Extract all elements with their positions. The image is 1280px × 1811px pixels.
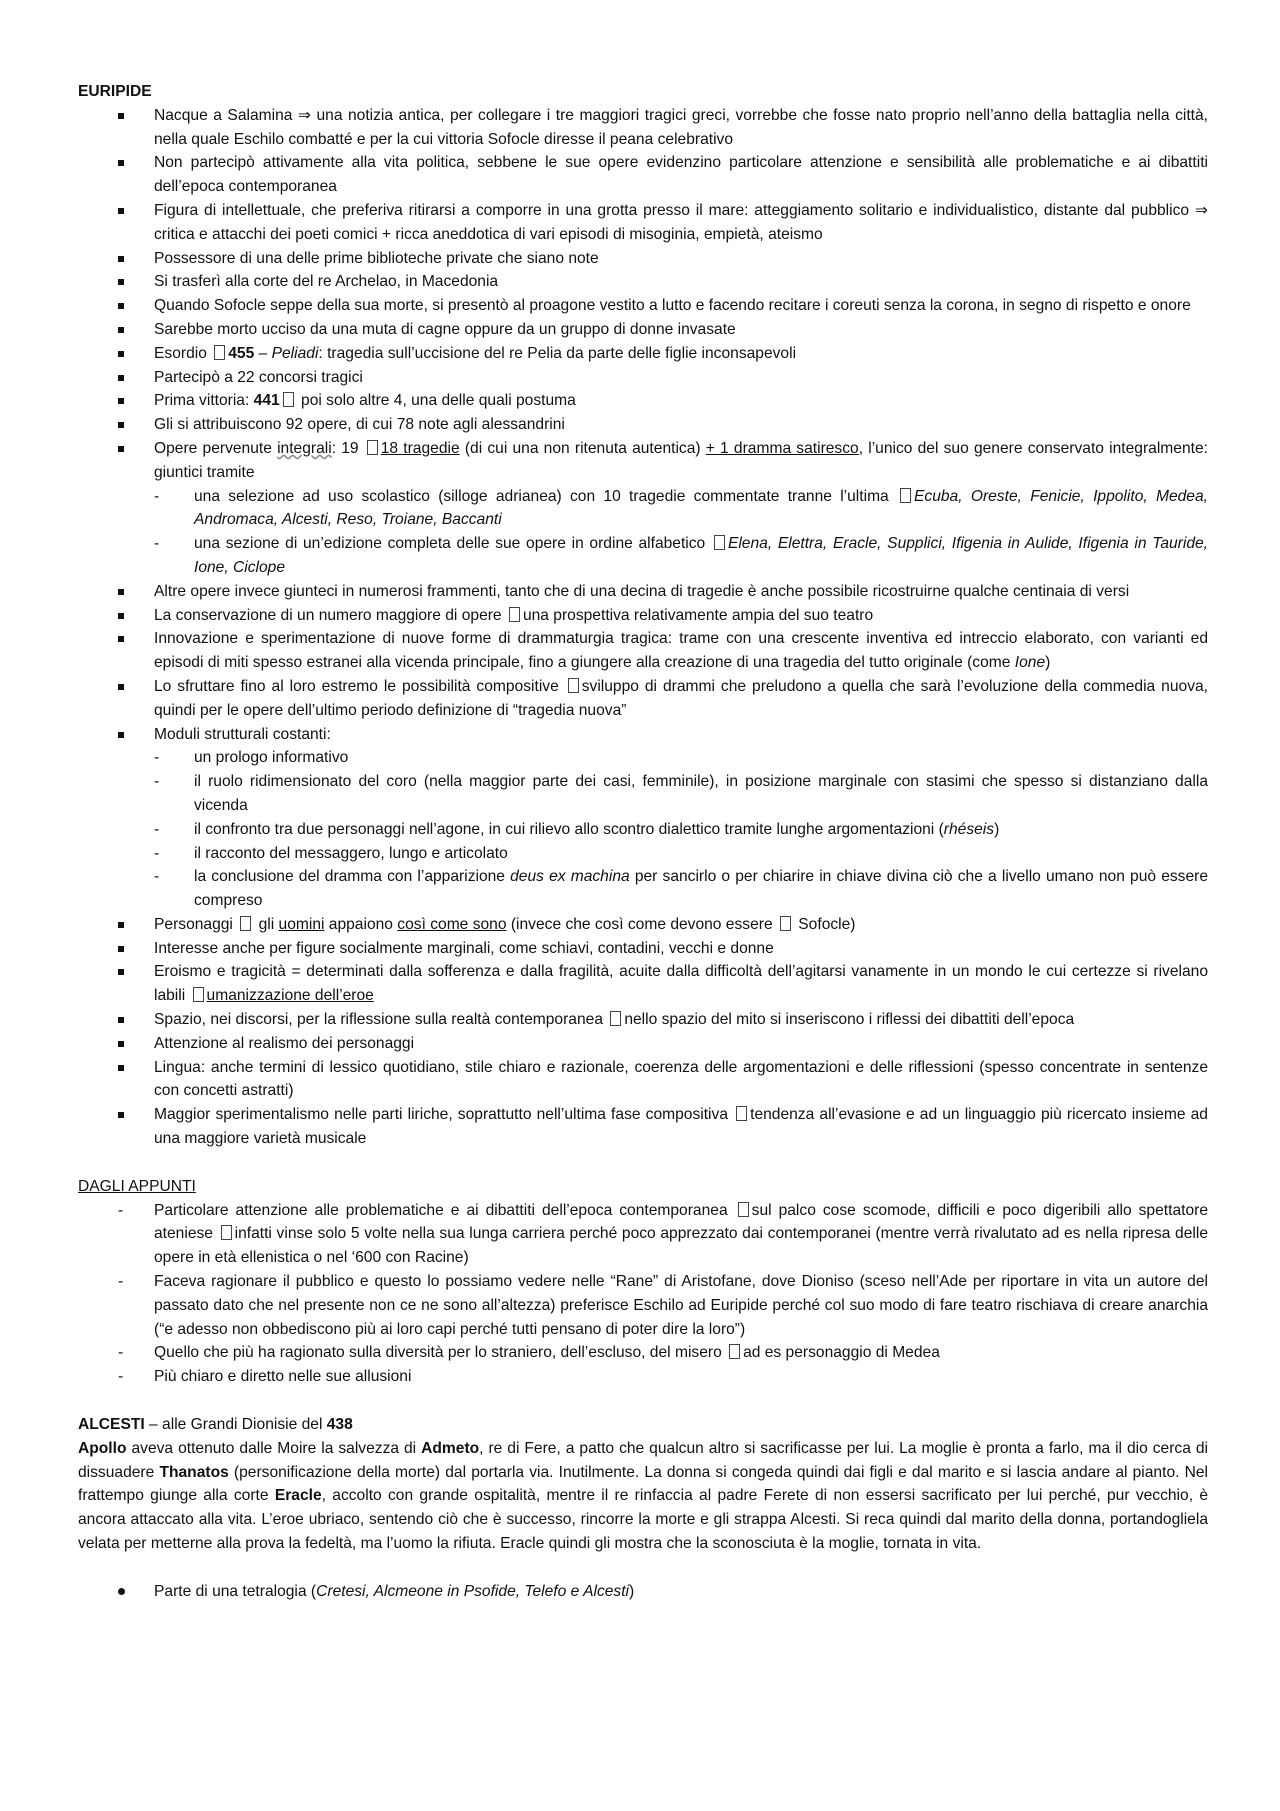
alcesti-summary: Apollo aveva ottenuto dalle Moire la salvezza di Admeto, re di Fere, a patto che qualcun altro si sacrificasse per lui. La moglie è pronta a farlo, ma il dio cerca di dissuadere Thanatos (personificazione della morte) dal portarla via. Inutilmente. La donna si congeda quindi dai figli e dal marito e si lascia andare al pianto. Nel frattempo giunge alla corte Eracle, accolto con grande ospitalità, mentre il re rinfaccia al padre Ferete di non essersi sacrificato per lui perché, pur vecchio, è ancora attaccato alla vita. L’eroe ubriaco, sentendo ciò che è successo, rincorre la morte e gli strappa Alcesti. Si reca quindi dal marito della donna, portandogliela velata per metterne alla prova la fedeltà, ma l’uomo la rifiuta. Eracle quindi gli mostra che la sconosciuta è la moglie, tornata in vita. — [78, 1439, 1209, 1553]
list-item: Moduli strutturali costanti: - un prologo informativo - il ruolo ridimensionato del coro (nella maggior parte dei casi, femminile), in posizione marginale con stasimi che spesso si distanziano dalla vicenda - il confronto tra due personaggi nell’agone, in cui rilievo allo scontro dialettico tramite lunghe argomentazioni (rhéseis) - il racconto del messaggero, lungo e articolato - la conclusione del dramma con l’apparizione deus ex machina per sancirlo o per chiarire in chiave divina ciò che a livello umano non può essere compreso — [78, 723, 1208, 913]
list-item: Parte di una tetralogia (Cretesi, Alcmeone in Psofide, Telefo e Alcesti) — [78, 1580, 1208, 1604]
section-title-appunti: DAGLI APPUNTI — [78, 1177, 196, 1195]
arrow-icon — [736, 1106, 747, 1121]
arrow-icon — [900, 488, 911, 503]
list-item: Gli si attribuiscono 92 opere, di cui 78 note agli alessandrini — [78, 413, 1208, 437]
list-item — [78, 318, 1208, 342]
list-item: Lo sfruttare fino al loro estremo le possibilità compositive sviluppo di drammi che preludono a quella che sarà l’evoluzione della commedia nuova, quindi per le opere dell’ultimo periodo definizione di “tragedia nuova” — [78, 675, 1208, 723]
list-item: Partecipò a 22 concorsi tragici — [78, 366, 1208, 390]
list-item: - la conclusione del dramma con l’apparizione deus ex machina per sancirlo o per chiarire in chiave divina ciò che a livello umano non può essere compreso — [154, 865, 1208, 913]
list-item — [78, 270, 1208, 294]
bullet-text: Quando Sofocle seppe della sua morte, si presentò al proagone vestito a lutto e facendo recitare i coreuti senza la corona, in segno di rispetto e onore — [154, 297, 1191, 315]
list-item: - un prologo informativo — [154, 746, 1208, 770]
list-item: - il racconto del messaggero, lungo e articolato — [154, 842, 1208, 866]
list-item: - una sezione di un’edizione completa delle sue opere in ordine alfabetico Elena, Elettra, Eracle, Supplici, Ifigenia in Aulide, Ifigenia in Tauride, Ione, Ciclope — [154, 532, 1208, 580]
list-item — [78, 104, 1208, 152]
list-item: Maggior sperimentalismo nelle parti liriche, soprattutto nell’ultima fase compositiva tendenza all’evasione e ad un linguaggio più ricercato insieme ad una maggiore varietà musicale — [78, 1103, 1208, 1151]
arrow-icon — [568, 678, 579, 693]
list-item: Personaggi gli uomini appaiono così come sono (invece che così come devono essere Sofocle) — [78, 913, 1208, 937]
list-item: - il confronto tra due personaggi nell’agone, in cui rilievo allo scontro dialettico tramite lunghe argomentazioni (rhéseis) — [154, 818, 1208, 842]
arrow-icon — [714, 535, 725, 550]
list-item: Lingua: anche termini di lessico quotidiano, stile chiaro e razionale, coerenza delle argomentazioni e delle riflessioni (spesso concentrate in sentenze con concetti astratti) — [78, 1056, 1208, 1104]
appunti-list — [78, 1199, 1208, 1389]
list-item: - il ruolo ridimensionato del coro (nella maggior parte dei casi, femminile), in posizione marginale con stasimi che spesso si distanziano dalla vicenda — [154, 770, 1208, 818]
arrow-icon — [240, 916, 251, 931]
list-item: Attenzione al realismo dei personaggi — [78, 1032, 1208, 1056]
euripide-bullet-list — [78, 104, 1208, 1151]
list-item: - Particolare attenzione alle problematiche e ai dibattiti dell’epoca contemporanea sul palco cose scomode, difficili e poco digeribili allo spettatore ateniese infatti vinse solo 5 volte nella sua lunga carriera perché poco apprezzato dai contemporanei (mentre verrà rivalutato ad es nella ripresa delle opere in età ellenistica o nel ‘600 con Racine) — [78, 1199, 1208, 1270]
arrow-icon — [193, 987, 204, 1002]
bullet-text: Non partecipò attivamente alla vita politica, sebbene le sue opere evidenzino particolare attenzione e sensibilità alle problematiche e ai dibattiti dell’epoca contemporanea — [154, 154, 1208, 196]
bullet-text: Nacque a Salamina ⇒ una notizia antica, per collegare i tre maggiori tragici greci, vorrebbe che fosse nato proprio nell’anno della battaglia nella città, nella quale Eschilo combatté e per la cui vittoria Sofocle diresse il peana celebrativo — [154, 106, 1208, 148]
list-item — [78, 199, 1208, 247]
list-item: Prima vittoria: 441 poi solo altre 4, una delle quali postuma — [78, 389, 1208, 413]
arrow-icon — [221, 1225, 232, 1240]
arrow-icon — [214, 345, 225, 360]
section-title-euripide: EURIPIDE — [78, 83, 152, 100]
alcesti-list — [78, 1580, 1208, 1604]
sub-list — [154, 485, 1208, 580]
arrow-icon — [610, 1011, 621, 1026]
list-item: Spazio, nei discorsi, per la riflessione sulla realtà contemporanea nello spazio del mito si inseriscono i riflessi dei dibattiti dell’epoca — [78, 1008, 1208, 1032]
arrow-icon — [780, 916, 791, 931]
list-item — [78, 151, 1208, 199]
list-item: Opere pervenute integrali: 19 18 tragedie (di cui una non ritenuta autentica) + 1 dramma satiresco, l’unico del suo genere conservato integralmente: giuntici tramite - una selezione ad uso scolastico (silloge adrianea) con 10 tragedie commentate tranne l’ultima Ecuba, Oreste, Fenicie, Ippolito, Medea, Andromaca, Alcesti, Reso, Troiane, Baccanti - una sezione di un’edizione completa delle sue opere in ordine alfabetico Elena, Elettra, Eracle, Supplici, Ifigenia in Aulide, Ifigenia in Tauride, Ione, Ciclope — [78, 437, 1208, 580]
arrow-icon — [738, 1202, 749, 1217]
arrow-icon — [367, 440, 378, 455]
list-item: - Più chiaro e diretto nelle sue allusioni — [78, 1365, 1208, 1389]
arrow-icon — [509, 607, 520, 622]
document-page — [78, 80, 1208, 1604]
list-item — [78, 294, 1208, 318]
bullet-text: Sarebbe morto ucciso da una muta di cagne oppure da un gruppo di donne invasate — [154, 320, 736, 338]
list-item: Eroismo e tragicità = determinati dalla sofferenza e dalla fragilità, acuite dalla difficoltà dell’agitarsi vanamente in un mondo le cui certezze si rivelano labili umanizzazione dell’eroe — [78, 960, 1208, 1008]
list-item — [78, 247, 1208, 271]
list-item: - una selezione ad uso scolastico (silloge adrianea) con 10 tragedie commentate tranne l’ultima Ecuba, Oreste, Fenicie, Ippolito, Medea, Andromaca, Alcesti, Reso, Troiane, Baccanti — [154, 485, 1208, 533]
bullet-text: Si trasferì alla corte del re Archelao, in Macedonia — [154, 273, 499, 291]
list-item: - Faceva ragionare il pubblico e questo lo possiamo vedere nelle “Rane” di Aristofane, dove Dioniso (sceso nell’Ade per riportare in vita un autore del passato dato che nel presente non ce ne sono all’altezza) preferisce Eschilo ad Euripide perché col suo modo di fare teatro rischiava di creare anarchia (“e adesso non obbediscono più ai loro capi perché tutti pensano di poter dire la loro”) — [78, 1270, 1208, 1341]
sub-list — [154, 746, 1208, 913]
list-item: - Quello che più ha ragionato sulla diversità per lo straniero, dell’escluso, del misero ad es personaggio di Medea — [78, 1341, 1208, 1365]
bullet-text: Possessore di una delle prime biblioteche private che siano note — [154, 249, 599, 267]
list-item: Interesse anche per figure socialmente marginali, come schiavi, contadini, vecchi e donne — [78, 937, 1208, 961]
list-item: Altre opere invece giunteci in numerosi frammenti, tanto che di una decina di tragedie è anche possibile ricostruirne qualche centinaia di versi — [78, 580, 1208, 604]
list-item: Innovazione e sperimentazione di nuove forme di drammaturgia tragica: trame con una crescente inventiva ed intreccio elaborato, con varianti ed episodi di miti spesso estranei alla vicenda principale, fino a giungere alla creazione di una tragedia del tutto originale (come Ione) — [78, 627, 1208, 675]
bullet-text: Figura di intellettuale, che preferiva ritirarsi a comporre in una grotta presso il mare: atteggiamento solitario e individualistico, distante dal pubblico ⇒ critica e attacchi dei poeti comici + ricca aneddotica di vari episodi di misoginia, empietà, ateismo — [154, 201, 1208, 243]
list-item: La conservazione di un numero maggiore di opere una prospettiva relativamente ampia del suo teatro — [78, 604, 1208, 628]
arrow-icon — [283, 392, 294, 407]
section-title-alcesti: ALCESTI – alle Grandi Dionisie del 438 — [78, 1416, 353, 1434]
arrow-icon — [729, 1344, 740, 1359]
list-item: Esordio 455 – Peliadi: tragedia sull’uccisione del re Pelia da parte delle figlie inconsapevoli — [78, 342, 1208, 366]
